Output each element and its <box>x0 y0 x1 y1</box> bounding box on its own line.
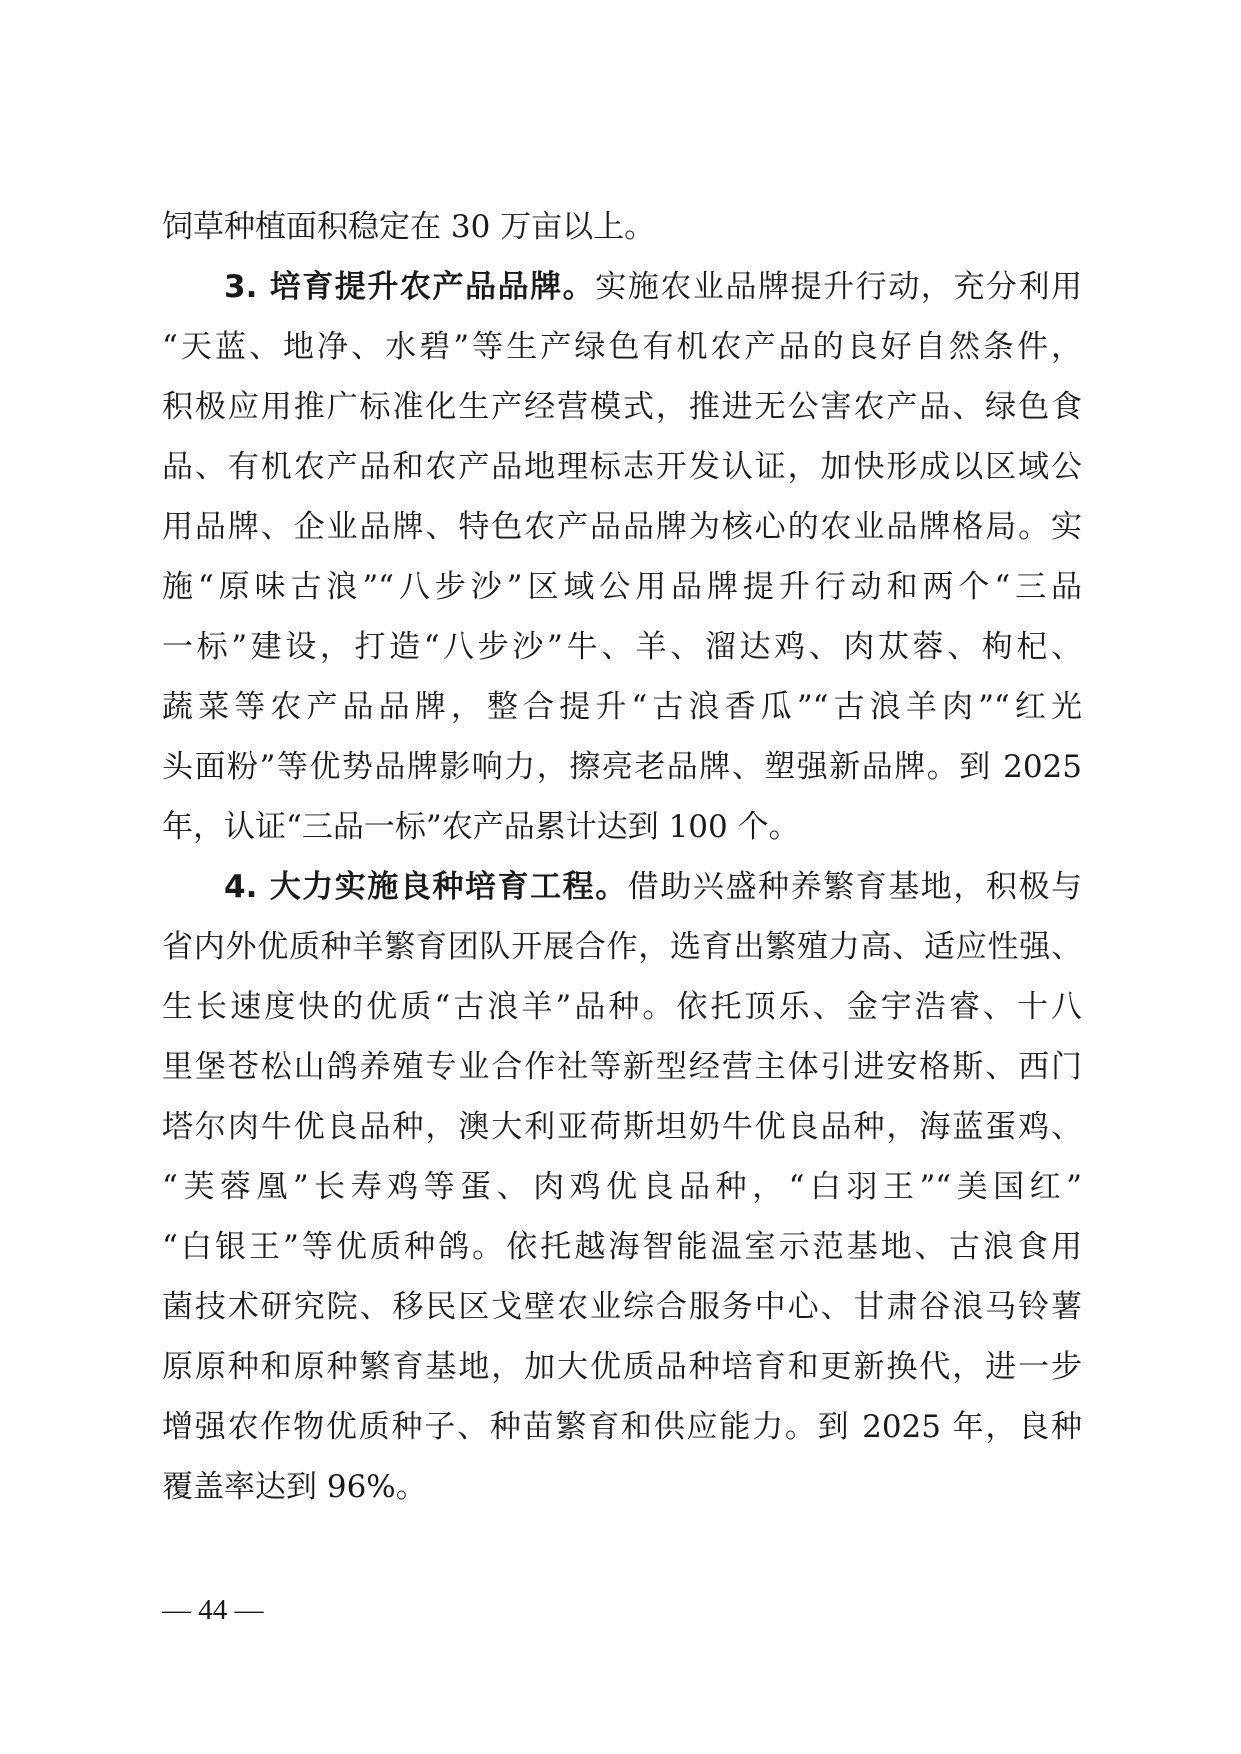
paragraph-line: 头面粉”等优势品牌影响力，擦亮老品牌、塑强新品牌。到 2025 <box>162 749 1082 785</box>
paragraph-line: 一标”建设，打造“八步沙”牛、羊、溜达鸡、肉苁蓉、枸杞、 <box>162 629 1082 665</box>
paragraph-line: “芙蓉凰”长寿鸡等蛋、肉鸡优良品种，“白羽王”“美国红” <box>162 1169 1082 1205</box>
paragraph-line: 覆盖率达到 96%。 <box>162 1469 427 1505</box>
paragraph-line: 生长速度快的优质“古浪羊”品种。依托顶乐、金宇浩睿、十八 <box>162 989 1082 1025</box>
paragraph-line: 增强农作物优质种子、种苗繁育和供应能力。到 2025 年，良种 <box>162 1409 1082 1445</box>
paragraph-line: 饲草种植面积稳定在 30 万亩以上。 <box>162 209 656 245</box>
paragraph-line: “白银王”等优质种鸽。依托越海智能温室示范基地、古浪食用 <box>162 1229 1082 1265</box>
section-4-first-line <box>224 865 1082 909</box>
paragraph-line: “天蓝、地净、水碧”等生产绿色有机农产品的良好自然条件， <box>162 329 1082 365</box>
section-heading-4: 4. 大力实施良种培育工程。 <box>224 869 628 905</box>
paragraph-line: 里堡苍松山鸽养殖专业合作社等新型经营主体引进安格斯、西门 <box>162 1049 1082 1085</box>
paragraph-text: 借助兴盛种养繁育基地，积极与 <box>627 869 1083 905</box>
section-heading-3: 3. 培育提升农产品品牌。 <box>224 269 596 305</box>
paragraph-line: 原原种和原种繁育基地，加大优质品种培育和更新换代，进一步 <box>162 1349 1082 1385</box>
paragraph-line: 用品牌、企业品牌、特色农产品品牌为核心的农业品牌格局。实 <box>162 509 1082 545</box>
paragraph-line: 塔尔肉牛优良品种，澳大利亚荷斯坦奶牛优良品种，海蓝蛋鸡、 <box>162 1109 1082 1145</box>
paragraph-line: 积极应用推广标准化生产经营模式，推进无公害农产品、绿色食 <box>162 389 1082 425</box>
section-3-first-line <box>224 265 1082 309</box>
paragraph-line: 省内外优质种羊繁育团队开展合作，选育出繁殖力高、适应性强、 <box>162 929 1082 965</box>
paragraph-text: 实施农业品牌提升行动，充分利用 <box>595 269 1083 305</box>
paragraph-line: 品、有机农产品和农产品地理标志开发认证，加快形成以区域公 <box>162 449 1082 485</box>
paragraph-line: 施“原味古浪”“八步沙”区域公用品牌提升行动和两个“三品 <box>162 569 1082 605</box>
paragraph-line: 菌技术研究院、移民区戈壁农业综合服务中心、甘肃谷浪马铃薯 <box>162 1289 1082 1325</box>
paragraph-line: 年，认证“三品一标”农产品累计达到 100 个。 <box>162 809 800 845</box>
page-number: — 44 — <box>162 1594 264 1626</box>
paragraph-line: 蔬菜等农产品品牌，整合提升“古浪香瓜”“古浪羊肉”“红光 <box>162 689 1082 725</box>
